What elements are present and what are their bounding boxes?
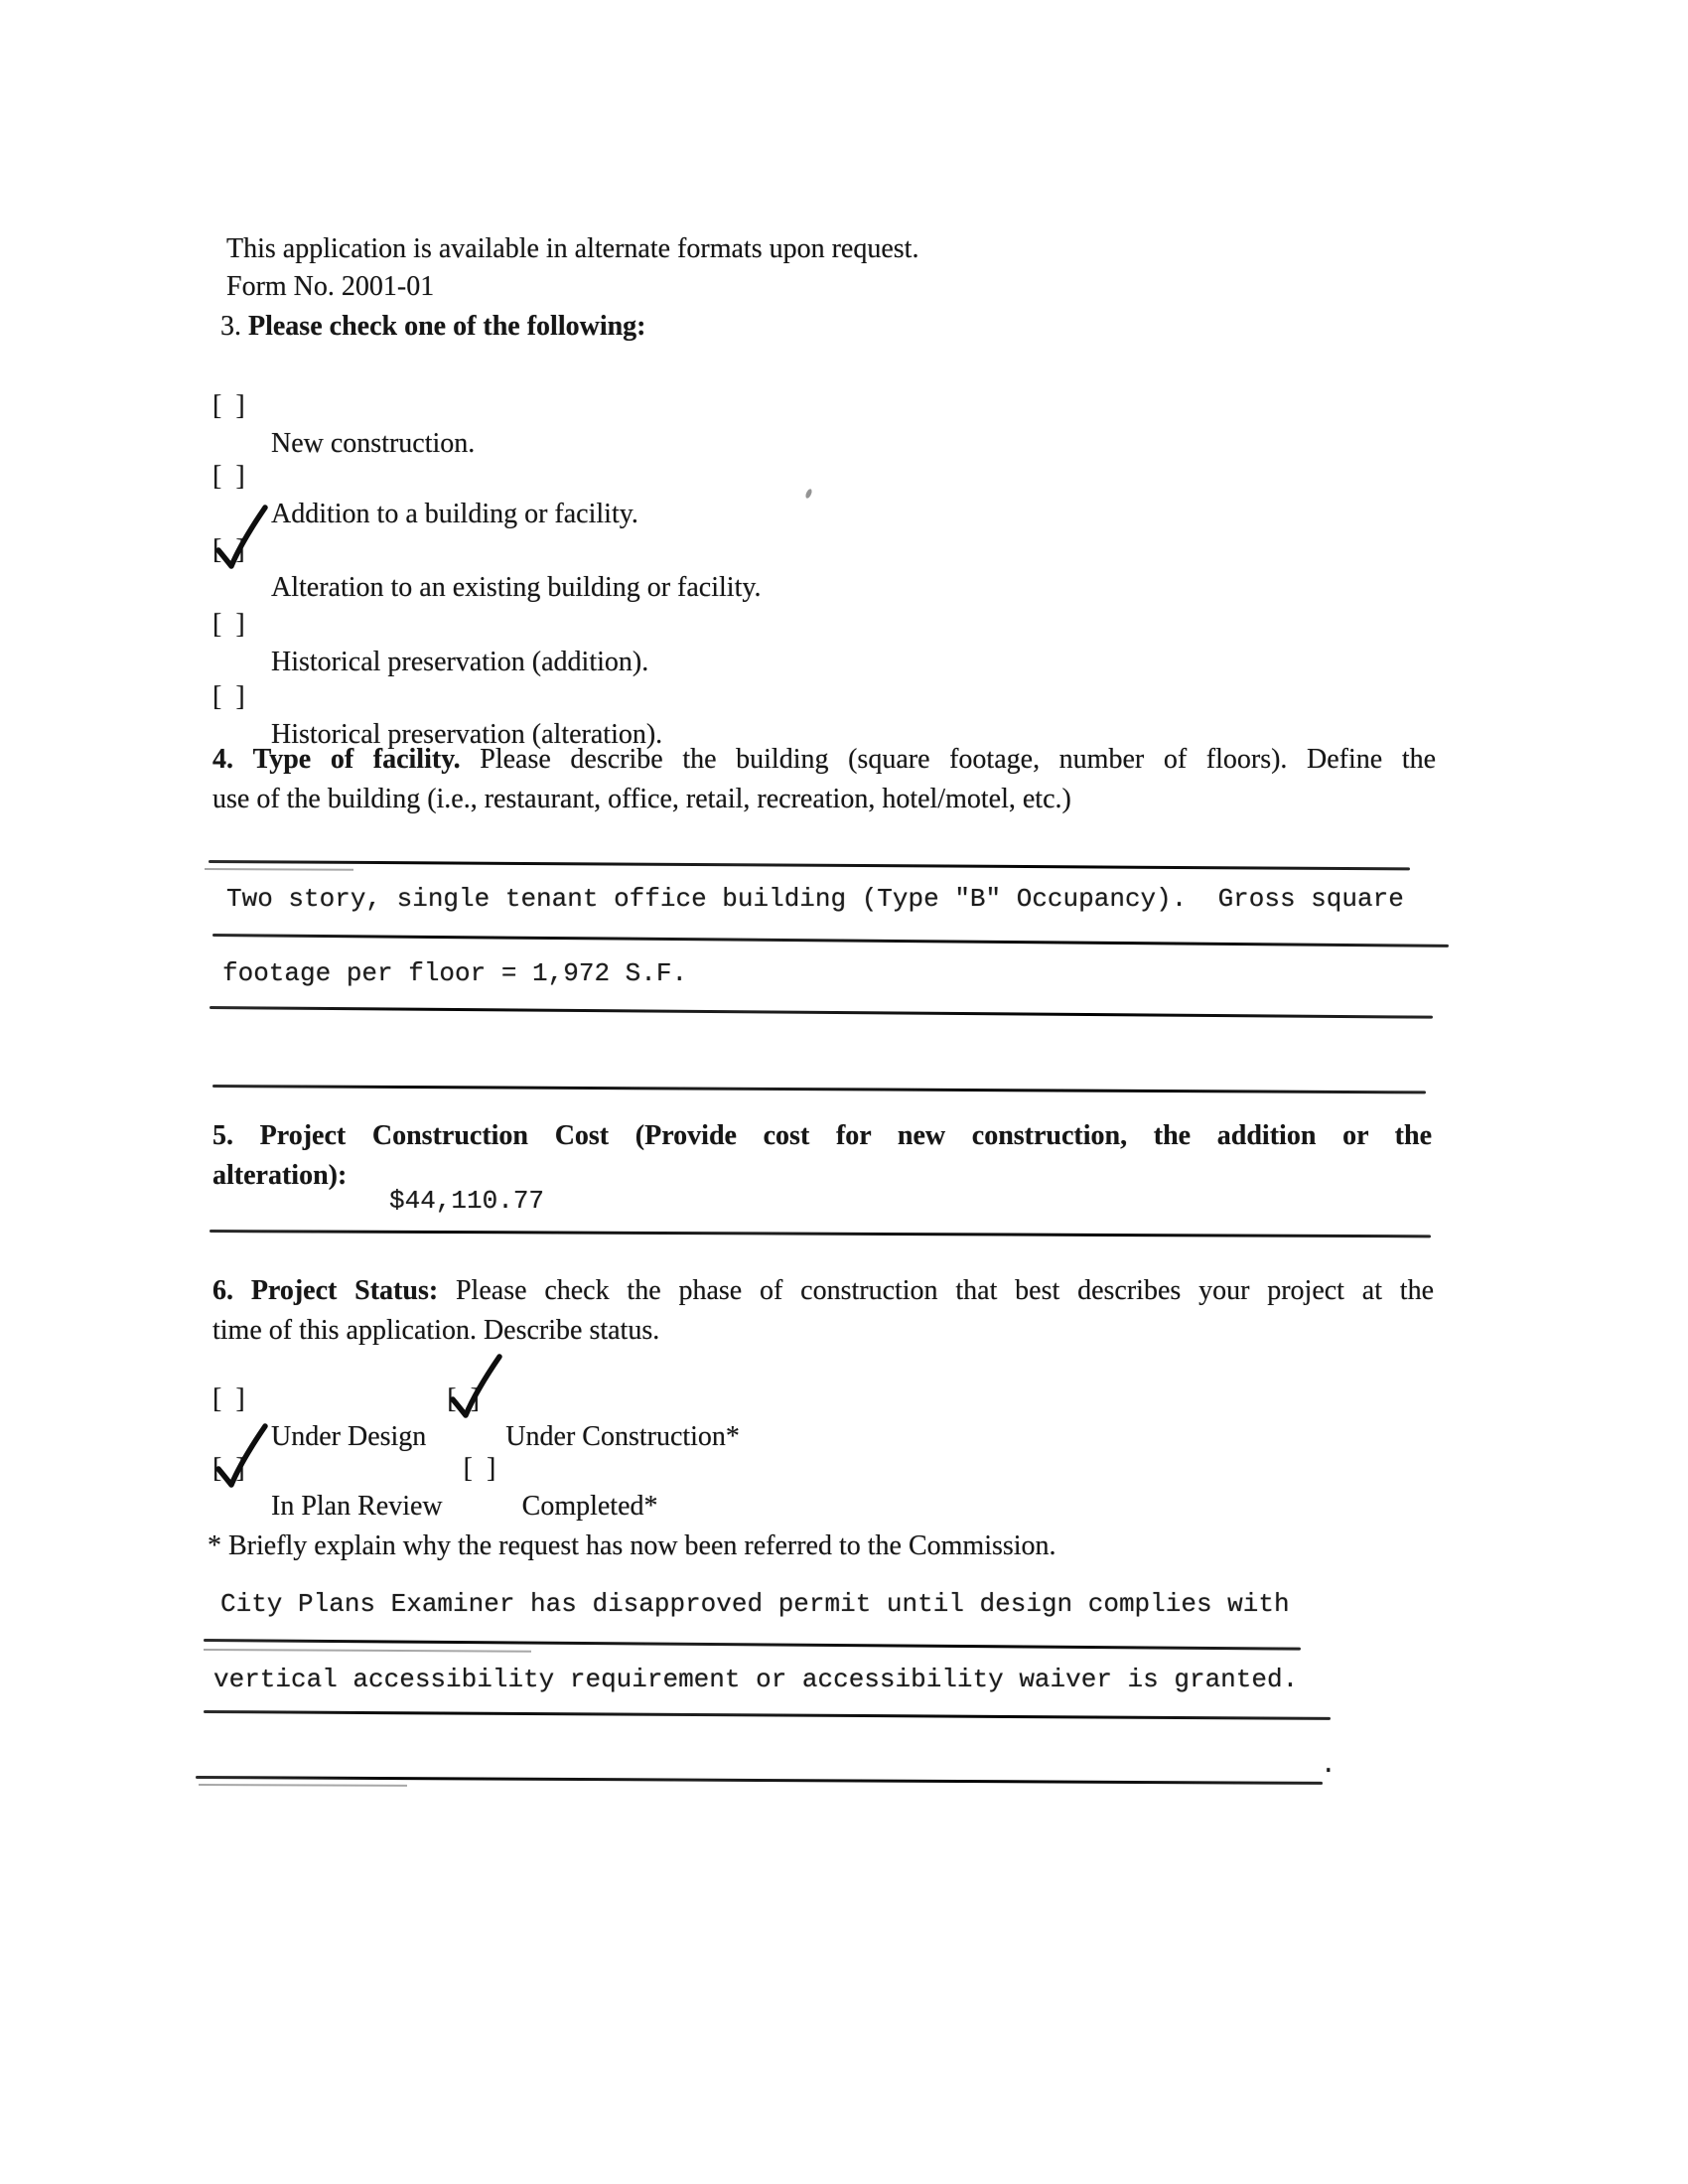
scan-noise-speck: [805, 488, 813, 499]
form-number: Form No. 2001-01: [226, 271, 435, 302]
answer-ruled-line[interactable]: [204, 1710, 1331, 1720]
checkbox-brackets: [ ]: [212, 390, 245, 421]
option-label: New construction.: [271, 428, 476, 459]
status-answer-line1: City Plans Examiner has disapproved permit until design complies with: [220, 1589, 1290, 1619]
option-label: Alteration to an existing building or facility.: [271, 572, 762, 603]
checkmark-icon: [204, 505, 273, 584]
status-label: Completed*: [521, 1491, 658, 1522]
section5-heading-line2: alteration):: [212, 1160, 348, 1191]
checkbox-option-new-construction: [212, 387, 475, 463]
checkmark-icon: [438, 1354, 507, 1433]
status-row-2: [212, 1450, 658, 1526]
checkbox-brackets: [ ]: [212, 609, 245, 640]
answer-ruled-line[interactable]: [212, 934, 1449, 947]
section5-heading-line1: 5. Project Construction Cost (Provide cost for new construction, the addition or the: [212, 1120, 1432, 1151]
checkbox[interactable]: [212, 531, 254, 607]
section4-prompt-text: Please describe the building (square footage, number of floors). Define the: [480, 744, 1437, 775]
section4-title: Type of facility.: [252, 744, 461, 775]
answer-ruled-line[interactable]: [196, 1776, 1323, 1785]
status-label: In Plan Review: [271, 1491, 443, 1522]
option-label: Addition to a building or facility.: [271, 499, 638, 529]
checkbox-option-addition: [212, 458, 638, 533]
answer-ruled-line[interactable]: [212, 1085, 1426, 1093]
section6-prompt-text: Please check the phase of construction that best describes your project at the: [455, 1275, 1434, 1306]
ruled-line-fragment: [205, 868, 353, 871]
ruled-line-fragment: [199, 1784, 407, 1787]
section6-prompt-line1: [212, 1271, 1434, 1311]
section6-prompt: [212, 1271, 1434, 1351]
checkbox[interactable]: [212, 606, 254, 681]
option-label: Historical preservation (alteration).: [271, 719, 663, 750]
checkbox-brackets: [ ]: [212, 1453, 245, 1484]
footnote: * Briefly explain why the request has now been referred to the Commission.: [208, 1530, 1056, 1561]
section4-number: 4.: [212, 744, 233, 775]
checkbox[interactable]: [212, 387, 254, 463]
section3-number: 3.: [220, 311, 241, 342]
checkbox-brackets: [ ]: [463, 1453, 496, 1484]
status-label: Under Construction*: [505, 1421, 740, 1452]
checkbox-option-historical-addition: [212, 606, 648, 681]
intro-line-1: This application is available in alternate formats upon request.: [226, 233, 919, 264]
facility-answer-line2: footage per floor = 1,972 S.F.: [222, 958, 688, 988]
checkbox-brackets: [ ]: [447, 1383, 480, 1414]
checkbox-under-construction[interactable]: [447, 1381, 489, 1456]
checkbox-brackets: [ ]: [212, 681, 245, 712]
answer-ruled-line[interactable]: [210, 1006, 1433, 1019]
checkbox-brackets: [ ]: [212, 534, 245, 565]
section4-prompt: [212, 740, 1436, 819]
checkbox-completed[interactable]: [464, 1450, 505, 1526]
status-row-1: [212, 1381, 740, 1456]
section5-heading: [212, 1116, 1432, 1196]
section4-prompt-line1: [212, 740, 1436, 780]
facility-answer-line1: Two story, single tenant office building (Type "B" Occupancy). Gross square: [226, 884, 1404, 914]
answer-ruled-line[interactable]: [209, 860, 1410, 870]
ruled-line-fragment: [204, 1649, 531, 1653]
checkbox-brackets: [ ]: [212, 1383, 245, 1414]
checkbox-in-plan-review[interactable]: [212, 1450, 254, 1526]
section3-heading: [220, 308, 646, 346]
checkmark-icon: [204, 1423, 273, 1503]
trailing-period: .: [1321, 1750, 1336, 1780]
intro-text: [226, 230, 918, 306]
answer-ruled-line[interactable]: [210, 1230, 1431, 1238]
section3-title: Please check one of the following:: [248, 311, 646, 342]
section6-prompt-line2: time of this application. Describe status.: [212, 1315, 660, 1346]
status-answer-line2: vertical accessibility requirement or accessibility waiver is granted.: [213, 1665, 1299, 1694]
section6-title: Project Status:: [250, 1275, 439, 1306]
section6-number: 6.: [212, 1275, 233, 1306]
construction-cost-value: $44,110.77: [389, 1186, 545, 1216]
checkbox-option-alteration: [212, 531, 762, 607]
checkbox-brackets: [ ]: [212, 461, 245, 492]
option-label: Historical preservation (addition).: [271, 647, 649, 677]
status-label: Under Design: [271, 1421, 427, 1452]
section4-prompt-line2: use of the building (i.e., restaurant, office, retail, recreation, hotel/motel, etc.): [212, 784, 1071, 814]
